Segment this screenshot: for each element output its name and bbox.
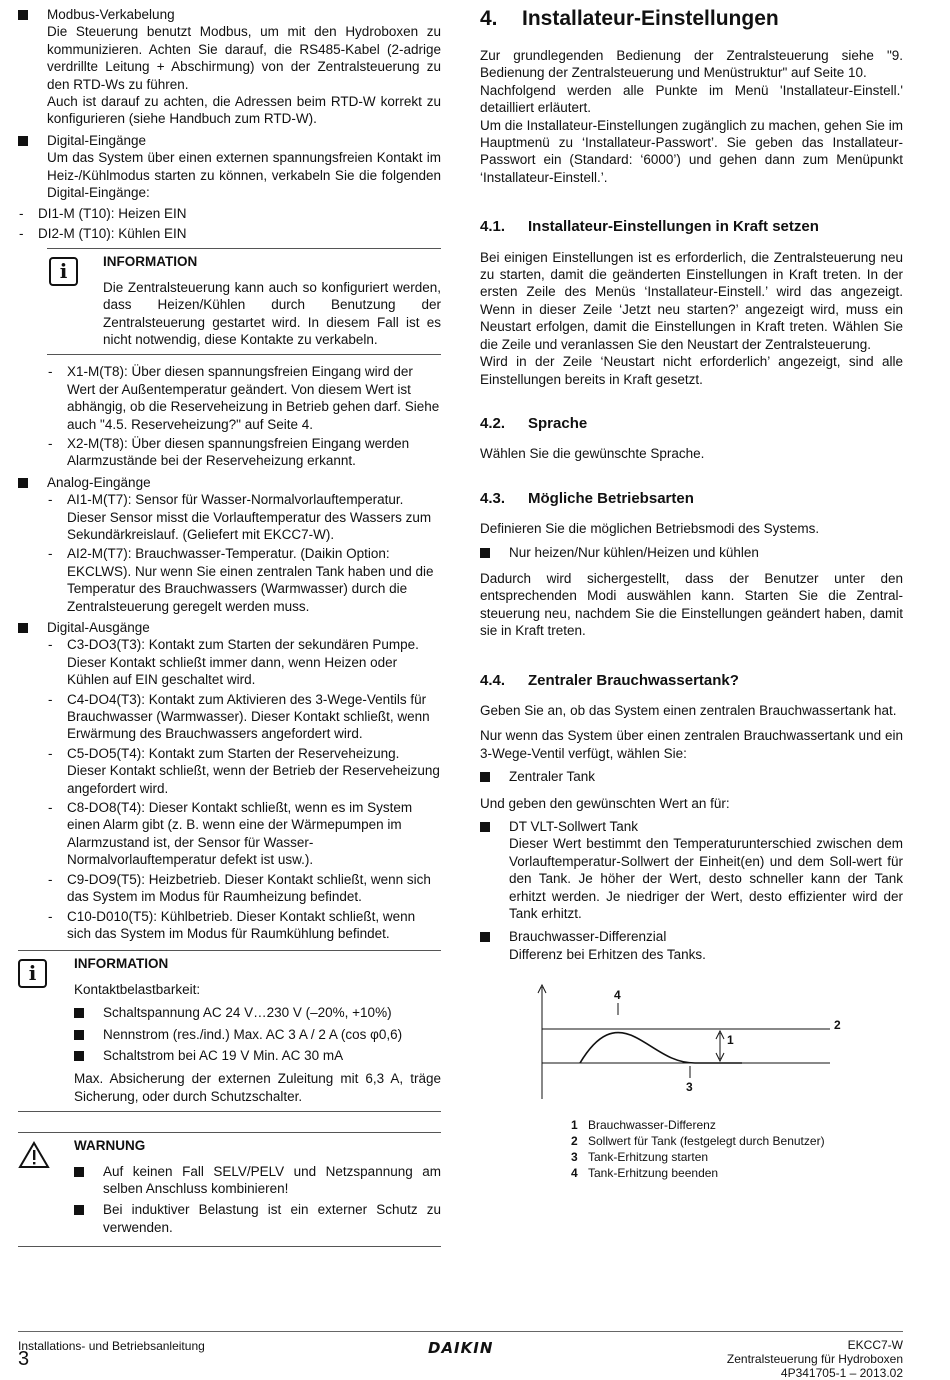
list-item-text: X2-M(T8): Über diesen spannungsfreien Eingang werden Alarmzustände bei der Reserveheizung erkannt.	[67, 435, 410, 469]
list-item: - DI1-M (T10): Heizen EIN	[19, 206, 187, 222]
analog-inputs-title: Analog-Eingänge	[47, 474, 151, 490]
digital-outputs-section	[18, 619, 441, 942]
contact-rating-info-box	[18, 950, 441, 1112]
warning-box	[18, 1132, 441, 1247]
section-heading-4-3	[480, 490, 903, 507]
list-item: - C9-DO9(T5): Heizbetrieb. Dieser Kontakt schließt, wenn sich das System im Modus für Raumheizung befindet.	[48, 871, 431, 905]
bullet-square-icon	[18, 10, 28, 20]
list-item	[480, 928, 903, 963]
list-item: - C8-DO8(T4): Dieser Kontakt schließt, wenn es im System einen Alarm gibt (z. B. wenn eine der Wärmepumpen im Alarmzustand ist, der Sensor für Wasser-Normalvorlauftemperatur defekt ist usw.).	[48, 800, 413, 868]
legend-text: Brauchwasser-Differenz	[588, 1118, 716, 1133]
list-item: - X1-M(T8): Über diesen spannungsfreien Eingang wird der Wert der Außentemperatur geändert. Von diesem Wert ist abhängig, ob die Reserveheizung in Betrieb gehen darf. Siehe auch "4.5. Reserveheizung?" auf Seite 4.	[48, 364, 440, 432]
list-item: - C10-D010(T5): Kühlbetrieb. Dieser Kontakt schließt, wenn sich das System im Modus für Raumkühlung befindet.	[48, 908, 416, 941]
section-title: Mögliche Betriebsarten	[528, 489, 694, 507]
list-item-text: Nur heizen/Nur kühlen/Heizen und kühlen	[509, 544, 759, 560]
diagram-legend	[480, 1117, 903, 1181]
list-item-title: DT VLT-Sollwert Tank	[509, 819, 639, 834]
list-item-text: Bei induktiver Belastung ist ein externer Schutz zu verwenden.	[103, 1202, 441, 1235]
legend-text: Sollwert für Tank (festgelegt durch Benutzer)	[588, 1134, 825, 1149]
information-box	[47, 248, 441, 355]
section-paragraph: Bei einigen Einstellungen ist es erforderlich, die Zentralsteuerung neu zu starten, damit die geänderten Einstellungen in Kraft treten. In der ersten Zeile des Menüs ‘Installateur-Einstell.’ wird das angezeigt. Wenn in dieser Zeile ‘Jetzt neu starten?’ angezeigt wird, muss ein Neustart erfolgen, damit die Einstellungen in Kraft treten. Wählen Sie die Zeile und veranlassen Sie den Neustart der Zentralsteuerung.	[480, 249, 903, 352]
bullet-square-icon	[18, 478, 28, 488]
list-item: - C4-DO4(T3): Kontakt zum Aktivieren des 3-Wege-Ventils für Brauchwasser (Warmwasser). Dieser Kontakt schließt, wenn Erwärmung des Brauchwassers angefordert wird.	[48, 691, 430, 742]
list-item	[74, 1201, 441, 1236]
list-item-text: DI2-M (T10): Kühlen EIN	[38, 225, 187, 241]
list-item-text: X1-M(T8): Über diesen spannungsfreien Eingang wird der Wert der Außentemperatur geändert. Von diesem Wert ist abhängig, ob die Reserveheizung in Betrieb gehen darf. Siehe auch "4.5. Reserveheizung?" auf Seite 4.	[67, 364, 440, 432]
list-item: - AI2-M(T7): Brauchwasser-Temperatur. (Daikin Option: EKCLWS). Nur wenn Sie einen zentralen Tank haben und die Temperatur des Brauchwassers (Warmwasser) durch die Zentralsteuerung geregelt werden muss.	[48, 546, 434, 614]
intro-paragraph: Nachfolgend werden alle Punkte im Menü 'Installateur-Einstell.' detailliert erläutert.	[480, 82, 903, 116]
daikin-logo: DAIKIN	[428, 1339, 494, 1357]
list-item-text: DI1-M (T10): Heizen EIN	[38, 206, 187, 222]
info-icon: i	[49, 257, 78, 286]
list-item	[480, 544, 903, 561]
section-number: 4.4.	[480, 671, 506, 689]
chapter-title: Installateur-Einstellungen	[522, 7, 779, 30]
section-heading-4-4	[480, 672, 903, 689]
legend-item	[571, 1133, 903, 1149]
footer-model: EKCC7-W	[847, 1338, 903, 1352]
section-title: Zentraler Brauchwassertank?	[528, 671, 739, 689]
information-title: INFORMATION	[103, 254, 198, 270]
list-item-text: C9-DO9(T5): Heizbetrieb. Dieser Kontakt schließt, wenn sich das System im Modus für Raumheizung befindet.	[67, 871, 431, 905]
list-item-text: C3-DO3(T3): Kontakt zum Starten der sekundären Pumpe. Dieser Kontakt schließt immer dann, wenn Heizen oder Kühlen auf EIN geschaltet wird.	[67, 637, 419, 688]
section-number: 4.1.	[480, 218, 506, 236]
chapter-number: 4.	[480, 7, 498, 30]
list-item	[74, 1047, 441, 1064]
legend-key: 1	[571, 1118, 578, 1133]
modbus-paragraph-2: Auch ist darauf zu achten, die Adressen beim RTD-W korrekt zu konfigurieren (siehe Handbuch zum RTD-W).	[47, 94, 441, 127]
info-icon: i	[18, 959, 47, 988]
digital-outputs-title: Digital-Ausgänge	[47, 620, 150, 635]
list-item-text: Zentraler Tank	[509, 769, 596, 785]
legend-text: Tank-Erhitzung beenden	[588, 1166, 719, 1181]
section-paragraph: Nur wenn das System über einen zentralen Brauchwassertank und ein 3-Wege-Ventil verfügt, wählen Sie:	[480, 728, 903, 761]
warning-title: WARNUNG	[74, 1138, 146, 1154]
page-footer	[18, 1331, 903, 1380]
bullet-square-icon	[480, 772, 490, 782]
footer-product: Zentralsteuerung für Hydroboxen	[726, 1352, 903, 1366]
list-item-text: AI1-M(T7): Sensor für Wasser-Normalvorlauftemperatur. Dieser Sensor misst die Vorlauftemperatur des Wassers zum Sekundärkreislauf. (Geliefert mit EKCC7-W).	[67, 492, 432, 542]
information-text: Max. Absicherung der externen Zuleitung mit 6,3 A, träge Sicherung, oder durch Schutzschalter.	[74, 1071, 441, 1104]
bullet-square-icon	[480, 822, 490, 832]
intro-paragraph: Um die Installateur-Einstellungen zugänglich zu machen, gehen Sie im Hauptmenü zu ‘Installateur-Passwort’. Sie geben das Installateur-Passwort ein (Standard: ‘6000’) und gehen dann zum Menüpunkt ‘Installateur-Einstell.’.	[480, 117, 903, 185]
diagram-label-4: 4	[614, 988, 621, 1003]
section-paragraph: Wird in der Zeile ‘Neustart nicht erforderlich’ angezeigt, sind alle Einstellungen bereits in Kraft gesetzt.	[480, 354, 903, 387]
list-item-text: C10-D010(T5): Kühlbetrieb. Dieser Kontakt schließt, wenn sich das System im Modus für Raumkühlung befindet.	[67, 908, 416, 941]
list-item-text: C5-DO5(T4): Kontakt zum Starten der Reserveheizung. Dieser Kontakt schließt, wenn der Betrieb der Reserveheizung angefordert wird.	[67, 745, 440, 796]
section-paragraph: Und geben den gewünschten Wert an für:	[480, 795, 730, 811]
footer-doc-title: Installations- und Betriebsanleitung	[18, 1339, 205, 1353]
legend-key: 4	[571, 1166, 578, 1181]
legend-item	[571, 1165, 903, 1181]
list-item	[74, 1163, 441, 1198]
footer-doc-number: 4P341705-1 – 2013.02	[780, 1366, 903, 1380]
list-item: - C3-DO3(T3): Kontakt zum Starten der sekundären Pumpe. Dieser Kontakt schließt immer dann, wenn Heizen oder Kühlen auf EIN geschaltet wird.	[48, 637, 419, 688]
digital-inputs-title: Digital-Eingänge	[47, 132, 147, 148]
list-item-text: Auf keinen Fall SELV/PELV und Netzspannung am selben Anschluss kombinieren!	[103, 1163, 441, 1196]
modbus-section	[18, 6, 441, 128]
diagram-label-3: 3	[686, 1080, 693, 1095]
diagram-label-1: 1	[727, 1033, 734, 1048]
section-paragraph: Dadurch wird sichergestellt, dass der Benutzer unter den entsprechenden Modi auswählen kann. Starten Sie die Zentral-steuerung neu, nachdem Sie die Einstellungen geändert haben, damit sie in Kraft treten.	[480, 570, 903, 639]
list-item	[480, 768, 903, 785]
modbus-title: Modbus-Verkabelung	[47, 7, 175, 22]
list-item-text: Schaltstrom bei AC 19 V Min. AC 30 mA	[103, 1047, 344, 1063]
chapter-heading	[480, 6, 903, 32]
section-number: 4.3.	[480, 489, 506, 507]
warning-icon	[18, 1141, 50, 1173]
diagram-label-2: 2	[834, 1018, 841, 1033]
list-item: - X2-M(T8): Über diesen spannungsfreien Eingang werden Alarmzustände bei der Reserveheizung erkannt.	[48, 435, 410, 469]
information-title: INFORMATION	[74, 956, 169, 972]
bullet-square-icon	[480, 932, 490, 942]
information-subtitle: Kontaktbelastbarkeit:	[74, 981, 201, 997]
section-paragraph: Geben Sie an, ob das System einen zentralen Brauchwassertank hat.	[480, 702, 897, 718]
list-item	[480, 818, 903, 922]
right-column	[480, 6, 903, 1181]
section-paragraph: Wählen Sie die gewünschte Sprache.	[480, 446, 705, 462]
list-item-text: C4-DO4(T3): Kontakt zum Aktivieren des 3-Wege-Ventils für Brauchwasser (Warmwasser). Dieser Kontakt schließt, wenn Erwärmung des Brauchwassers angefordert wird.	[67, 691, 430, 742]
section-title: Sprache	[528, 414, 588, 432]
page-number: 3	[18, 1348, 30, 1370]
legend-key: 2	[571, 1134, 578, 1149]
bullet-square-icon	[74, 1051, 84, 1061]
digital-inputs-list-2	[18, 363, 441, 469]
list-item	[74, 1026, 441, 1043]
list-item-text: AI2-M(T7): Brauchwasser-Temperatur. (Daikin Option: EKCLWS). Nur wenn Sie einen zentralen Tank haben und die Temperatur des Brauchwassers (Warmwasser) durch die Zentralsteuerung geregelt werden muss.	[67, 546, 434, 614]
legend-text: Tank-Erhitzung starten	[588, 1150, 709, 1165]
section-title: Installateur-Einstellungen in Kraft setzen	[528, 218, 819, 236]
bullet-square-icon	[74, 1167, 84, 1177]
intro-paragraph: Zur grundlegenden Bedienung der Zentralsteuerung siehe "9. Bedienung der Zentralsteuerung und Menüstruktur" auf Seite 10.	[480, 48, 903, 81]
section-heading-4-2	[480, 415, 903, 432]
information-text: Die Zentralsteuerung kann auch so konfiguriert werden, dass Heizen/Kühlen durch Benutzung der Zentralsteuerung gestartet wird. In diesem Fall ist es nicht notwendig, diese Kontakte zu verkabeln.	[103, 279, 441, 347]
section-heading-4-1	[480, 218, 903, 235]
hysteresis-diagram	[480, 983, 903, 1103]
legend-item	[571, 1149, 903, 1165]
list-item-text: Nennstrom (res./ind.) Max. AC 3 A / 2 A (cos φ0,6)	[103, 1026, 403, 1042]
legend-key: 3	[571, 1150, 578, 1165]
digital-inputs-paragraph: Um das System über einen externen spannungsfreien Kontakt im Heiz-/Kühlmodus starten zu können, verkabeln Sie die folgenden Digital-Eingänge:	[47, 150, 441, 201]
temperature-curve	[580, 1033, 742, 1063]
list-item: - DI2-M (T10): Kühlen EIN	[19, 225, 187, 241]
bullet-square-icon	[74, 1008, 84, 1018]
bullet-square-icon	[480, 548, 490, 558]
bullet-square-icon	[74, 1030, 84, 1040]
left-column	[18, 6, 441, 1255]
bullet-square-icon	[74, 1205, 84, 1215]
list-item-text: C8-DO8(T4): Dieser Kontakt schließt, wenn es im System einen Alarm gibt (z. B. wenn eine der Wärmepumpen im Alarmzustand ist, der Sensor für Wasser-Normalvorlauftemperatur defekt ist usw.).	[67, 800, 413, 868]
list-item-text: Dieser Wert bestimmt den Temperaturunterschied zwischen dem Vorlauftemperatur-Sollwert der Einheit(en) und dem Soll-wert für den Tank. Je höher der Wert, desto schneller kann der Tank erhitzt werden. Je niedriger der Wert, desto effizienter wird der Tank erhitzt.	[509, 836, 903, 922]
list-item-text: Differenz bei Erhitzen des Tanks.	[509, 946, 706, 962]
digital-inputs-section	[18, 132, 441, 202]
bullet-square-icon	[18, 623, 28, 633]
bullet-square-icon	[18, 136, 28, 146]
list-item	[74, 1004, 441, 1021]
list-item-text: Schaltspannung AC 24 V…230 V (–20%, +10%)	[103, 1005, 392, 1021]
list-item: - C5-DO5(T4): Kontakt zum Starten der Reserveheizung. Dieser Kontakt schließt, wenn der Betrieb der Reserveheizung angefordert wird.	[48, 745, 440, 796]
section-number: 4.2.	[480, 414, 506, 432]
list-item-title: Brauchwasser-Differenzial	[509, 929, 667, 945]
section-paragraph: Definieren Sie die möglichen Betriebsmodi des Systems.	[480, 521, 820, 537]
list-item: - AI1-M(T7): Sensor für Wasser-Normalvorlauftemperatur. Dieser Sensor misst die Vorlauftemperatur des Wassers zum Sekundärkreislauf. (Geliefert mit EKCC7-W).	[48, 492, 432, 542]
legend-item	[571, 1117, 903, 1133]
footer-right	[727, 1338, 903, 1380]
modbus-paragraph: Die Steuerung benutzt Modbus, um mit den Hydroboxen zu kommunizieren. Achten Sie darauf, die RS485-Kabel (2-adrige verdrillte Leitung + Abschirmung) von der Zentralsteuerung zu den RTD-Ws zu führen.	[47, 24, 441, 92]
analog-inputs-section	[18, 474, 441, 615]
